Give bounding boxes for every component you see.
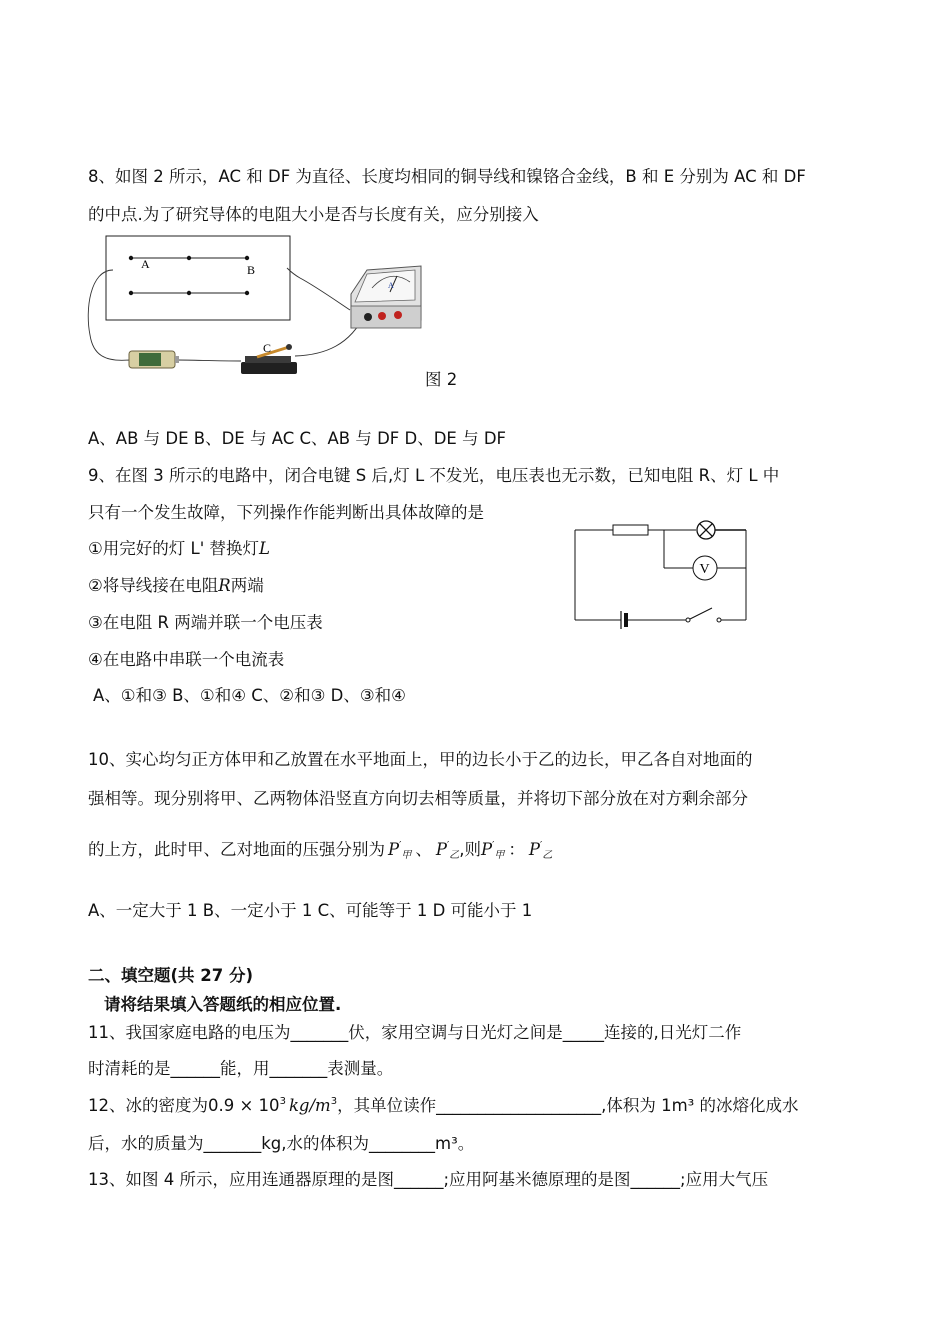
q10-line-1: 10、实心均匀正方体甲和乙放置在水平地面上，甲的边长小于乙的边长，甲乙各自对地面的 xyxy=(88,750,753,769)
q10-p-jia-prime: ′ xyxy=(399,840,402,851)
q12-density-unit-exp: 3 xyxy=(330,1096,338,1107)
figure-2-circuit xyxy=(85,230,445,390)
q9-item-1-text: ①用完好的灯 L' 替换灯 xyxy=(88,539,260,558)
point-a-label: A xyxy=(141,257,150,271)
battery xyxy=(129,351,179,368)
q9-item-2-tail: 两端 xyxy=(230,576,264,595)
q12-density-exp: 3 xyxy=(279,1096,286,1107)
q9-item-4: ④在电路中串联一个电流表 xyxy=(88,650,285,669)
q9-item-2-var: R xyxy=(218,576,231,595)
q10-then: ,则 xyxy=(459,840,482,859)
q11-line-2: 时清耗的是______能，用_______表测量。 xyxy=(88,1059,394,1078)
q10-line-3 xyxy=(88,836,552,861)
q12-line-1-post: ，其单位读作____________________,体积为 1m³ 的冰熔化成水 xyxy=(337,1096,799,1115)
wire-battery-to-switch xyxy=(177,360,241,361)
q9-item-2-text: ②将导线接在电阻 xyxy=(88,576,219,595)
q8-line-1: 8、如图 2 所示，AC 和 DF 为直径、长度均相同的铜导线和镍铬合金线，B 和 E 分别为 AC 和 DF xyxy=(88,167,806,186)
q10-ratio-yi-sub: 乙 xyxy=(542,850,553,861)
q12-density-num: 0.9 × 10 xyxy=(208,1096,280,1115)
switch-s-pivot xyxy=(686,618,690,622)
switch-s-contact xyxy=(717,618,721,622)
q10-p-yi-prime: ′ xyxy=(447,840,450,851)
q9-options: A、①和③ B、①和④ C、②和③ D、③和④ xyxy=(93,686,406,705)
q9-line-1: 9、在图 3 所示的电路中，闭合电键 S 后,灯 L 不发光，电压表也无示数，已知电阻 R、灯 L 中 xyxy=(88,466,780,485)
q10-line-3-text: 的上方，此时甲、乙对地面的压强分别为 xyxy=(88,840,385,859)
q10-ratio-sign: ： xyxy=(508,840,525,859)
point-e-dot xyxy=(187,291,191,295)
q8-line-2: 的中点.为了研究导体的电阻大小是否与长度有关，应分别接入 xyxy=(88,205,539,224)
q10-ratio-p-yi: P xyxy=(528,840,541,859)
battery-short-plate xyxy=(624,613,628,627)
q9-line-2: 只有一个发生故障，下列操作作能判断出具体故障的是 xyxy=(88,503,484,522)
q9-item-1-var: L xyxy=(259,539,270,558)
ammeter-symbol: A xyxy=(388,281,394,290)
q12-density-unit: kg/m xyxy=(288,1096,331,1115)
wire-board xyxy=(106,236,290,320)
q12-line-2: 后，水的质量为_______kg,水的体积为________m³。 xyxy=(88,1134,475,1153)
q10-ratio-p-jia: P xyxy=(481,840,493,859)
section-2-instruction: 请将结果填入答题纸的相应位置. xyxy=(104,995,342,1014)
q10-ratio-yi-prime: ′ xyxy=(540,840,543,851)
q10-ratio-jia-prime: ′ xyxy=(492,840,495,851)
q10-sep: 、 xyxy=(415,840,432,859)
q11-line-1: 11、我国家庭电路的电压为_______伏，家用空调与日光灯之间是_____连接的,日光灯二作 xyxy=(88,1023,742,1042)
point-c-end-dot xyxy=(245,256,249,260)
q9-item-3: ③在电阻 R 两端并联一个电压表 xyxy=(88,613,323,632)
q10-ratio-jia-sub: 甲 xyxy=(494,850,505,861)
q10-p-yi-sub: 乙 xyxy=(449,850,460,861)
ammeter xyxy=(351,266,421,328)
q10-p-yi: P xyxy=(435,840,447,859)
point-c-label: C xyxy=(263,341,272,355)
switch-s-blade xyxy=(690,608,712,619)
q9-item-2 xyxy=(88,572,264,596)
point-a-dot xyxy=(129,256,133,260)
q10-p-jia-sub: 甲 xyxy=(401,850,412,861)
section-2-title: 二、填空题(共 27 分) xyxy=(88,966,254,985)
q8-options: A、AB 与 DE B、DE 与 AC C、AB 与 DF D、DE 与 DF xyxy=(88,429,507,448)
figure-2-caption: 图 2 xyxy=(425,370,458,389)
point-f-dot xyxy=(245,291,249,295)
wire-left-loop xyxy=(88,270,129,360)
wire-meter-to-board xyxy=(287,268,350,310)
point-b-label: B xyxy=(247,263,256,277)
q10-p-jia: P xyxy=(388,840,400,859)
q9-item-1 xyxy=(88,535,270,559)
q13-line-1: 13、如图 4 所示，应用连通器原理的是图______;应用阿基米德原理的是图______;应用大气压 xyxy=(88,1170,769,1189)
q10-line-2: 强相等。现分别将甲、乙两物体沿竖直方向切去相等质量，并将切下部分放在对方剩余部分 xyxy=(88,789,748,808)
q10-options: A、一定大于 1 B、一定小于 1 C、可能等于 1 D 可能小于 1 xyxy=(88,901,533,920)
q12-line-1 xyxy=(88,1092,799,1116)
point-d-dot xyxy=(129,291,133,295)
voltmeter-symbol: V xyxy=(699,562,710,577)
q12-line-1-pre: 12、冰的密度为 xyxy=(88,1096,208,1115)
point-b-dot xyxy=(187,256,191,260)
figure-3-circuit xyxy=(568,516,758,634)
resistor-r xyxy=(613,525,648,535)
